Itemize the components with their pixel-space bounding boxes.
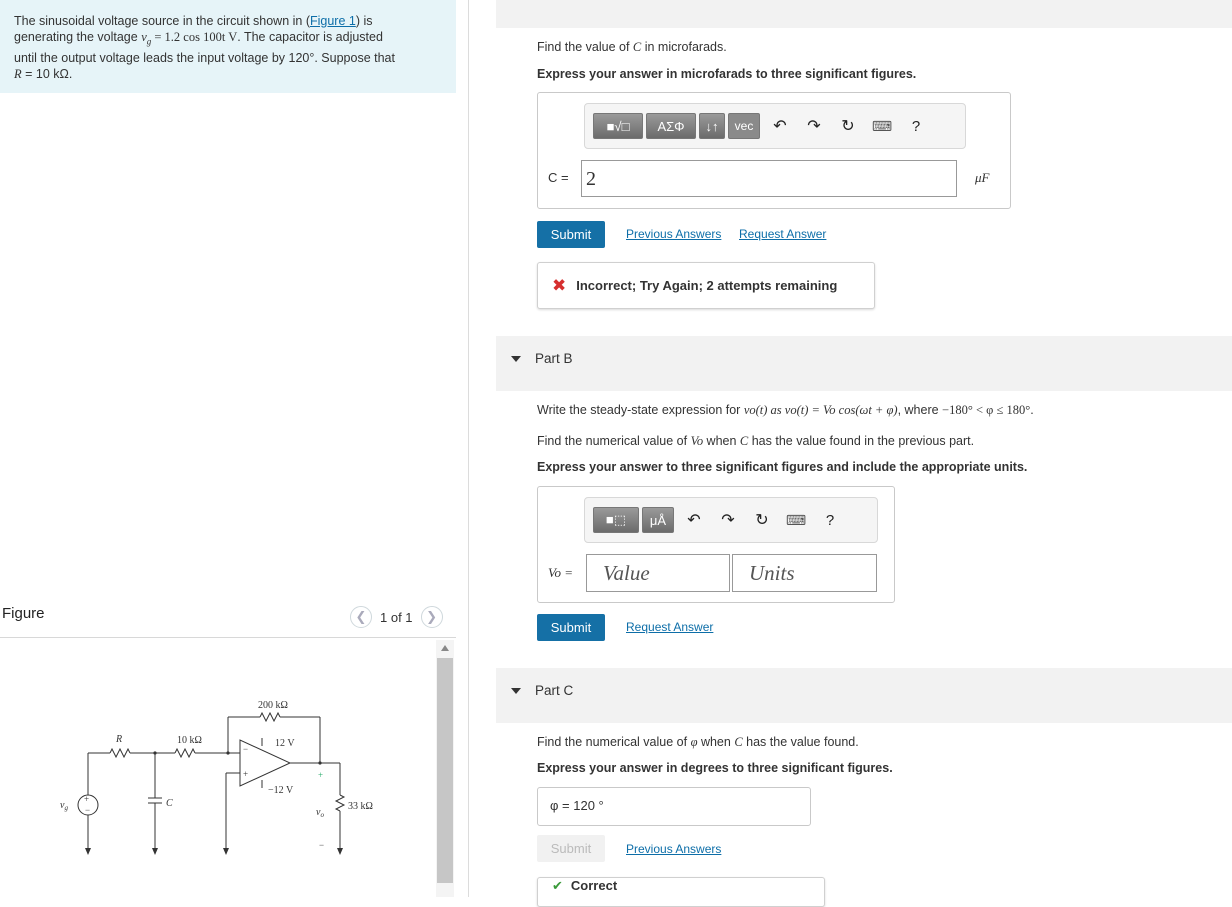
part-a-request-answer-link[interactable]: Request Answer — [739, 227, 827, 241]
label-vo-minus: − — [319, 840, 325, 850]
part-a-math-toolbar — [584, 103, 966, 149]
part-b-prompt: Write the steady-state expression for vo(t) as vo(t) = Vo cos(ωt + φ), where −180° < φ ≤ 180°. — [537, 403, 1034, 417]
part-b-header-band — [496, 336, 1232, 391]
label-c: C — [166, 798, 173, 809]
problem-statement — [0, 0, 456, 93]
keyboard-icon[interactable]: ⌨ — [871, 117, 893, 134]
label-r: R — [116, 734, 123, 745]
problem-text: ) is — [355, 14, 373, 28]
undo-icon[interactable]: ↶ — [773, 118, 787, 135]
problem-text: The sinusoidal voltage source in the circuit shown in ( — [14, 14, 310, 28]
vec-button[interactable]: vec — [728, 113, 760, 139]
label-vg: $v_g$ — [60, 800, 68, 812]
correct-text: Correct — [570, 878, 618, 893]
label-pos-supply: 12 V — [275, 738, 295, 749]
units-button[interactable]: μÅ — [642, 507, 674, 533]
greek-button[interactable]: ΑΣΦ — [646, 113, 696, 139]
redo-icon[interactable]: ↷ — [721, 512, 735, 529]
part-c-prompt: Find the numerical value of φ when C has the value found. — [537, 735, 859, 749]
part-c-previous-answers-link[interactable]: Previous Answers — [626, 842, 722, 856]
check-icon: ✔ — [552, 878, 563, 893]
caret-down-icon — [511, 688, 521, 694]
resistor-r-symbol — [110, 749, 130, 757]
part-b-submit-button[interactable]: Submit — [537, 614, 605, 641]
label-10k: 10 kΩ — [177, 735, 202, 746]
units-input-field[interactable]: Units — [732, 554, 877, 592]
chevron-right-icon[interactable]: ❯ — [421, 606, 443, 628]
feedback-text: Incorrect; Try Again; 2 attempts remaining — [576, 278, 838, 293]
scroll-thumb[interactable] — [437, 658, 453, 883]
part-c-title: Part C — [535, 683, 574, 698]
part-a-feedback — [537, 262, 875, 309]
label-200k: 200 kΩ — [258, 700, 288, 711]
part-b-math-toolbar — [584, 497, 878, 543]
vg-variable: $v_g$ — [141, 30, 152, 47]
figure-pager — [350, 606, 443, 628]
part-c-submit-button: Submit — [537, 835, 605, 862]
part-a-instruction: Express your answer in microfarads to three significant figures. — [537, 67, 917, 81]
help-button[interactable]: ? — [911, 117, 921, 135]
unit-label-uf: μF — [975, 170, 990, 185]
r-value: = 10 kΩ. — [21, 66, 73, 81]
part-a-prompt: Find the value of C in microfarads. — [537, 40, 727, 54]
problem-text: until the output voltage leads the input voltage by 120°. Suppose that — [14, 50, 395, 65]
label-vo-plus: + — [318, 770, 324, 780]
part-c-instruction: Express your answer in degrees to three significant figures. — [537, 761, 893, 775]
arrows-button[interactable]: ↓↑ — [699, 113, 725, 139]
label-33k: 33 kΩ — [348, 801, 373, 812]
label-source-minus: − — [85, 805, 91, 815]
part-b-prompt-2: Find the numerical value of Vo when C has the value found in the previous part. — [537, 434, 975, 448]
value-input-field[interactable]: Value — [586, 554, 730, 592]
label-vo: $v_o$ — [316, 807, 324, 819]
vg-expression: = 1.2 cos 100t V — [151, 30, 238, 44]
part-c-header-band — [496, 668, 1232, 723]
part-a-previous-answers-link[interactable]: Previous Answers — [626, 227, 722, 241]
redo-icon[interactable]: ↷ — [807, 118, 821, 135]
undo-icon[interactable]: ↶ — [687, 512, 701, 529]
chevron-left-icon[interactable]: ❮ — [350, 606, 372, 628]
label-neg-supply: −12 V — [268, 785, 294, 796]
part-c-header[interactable] — [511, 683, 573, 698]
part-c-answer-display: φ = 120 ° — [537, 787, 811, 826]
vo-input-label: Vo = — [548, 565, 574, 580]
scroll-up-arrow-icon[interactable] — [441, 645, 449, 651]
pager-text: 1 of 1 — [380, 609, 413, 625]
column-divider — [468, 0, 469, 897]
part-b-request-answer-link[interactable]: Request Answer — [626, 620, 714, 634]
c-input-field[interactable]: 2 — [581, 160, 957, 197]
caret-down-icon — [511, 356, 521, 362]
part-a-submit-button[interactable]: Submit — [537, 221, 605, 248]
part-b-title: Part B — [535, 351, 573, 366]
incorrect-x-icon: ✖ — [552, 275, 567, 295]
templates-icon[interactable]: ■√□ — [593, 113, 643, 139]
problem-text: generating the voltage — [14, 30, 142, 44]
resistor-10k-symbol — [175, 749, 195, 757]
r-variable: R — [14, 66, 22, 81]
label-opamp-minus: − — [243, 744, 249, 754]
label-source-plus: + — [84, 794, 90, 804]
templates-icon[interactable]: ■⬚ — [593, 507, 639, 533]
part-b-header[interactable] — [511, 351, 573, 366]
part-c-correct-feedback — [537, 877, 825, 907]
problem-text: . The capacitor is adjusted — [237, 30, 383, 44]
reset-icon[interactable]: ↻ — [841, 118, 855, 135]
reset-icon[interactable]: ↻ — [755, 512, 769, 529]
resistor-33k-symbol — [336, 795, 344, 811]
part-b-instruction: Express your answer to three significant figures and include the appropriate units. — [537, 460, 1028, 474]
part-a-header-band — [496, 0, 1232, 28]
figure-divider — [0, 637, 456, 638]
figure-link[interactable]: Figure 1 — [309, 14, 356, 28]
figure-title: Figure — [2, 605, 45, 622]
help-button[interactable]: ? — [825, 511, 835, 529]
label-opamp-plus: + — [243, 769, 249, 779]
c-input-label: C = — [548, 170, 569, 185]
resistor-200k-symbol — [260, 713, 280, 721]
keyboard-icon[interactable]: ⌨ — [785, 511, 807, 528]
circuit-diagram — [50, 690, 373, 865]
